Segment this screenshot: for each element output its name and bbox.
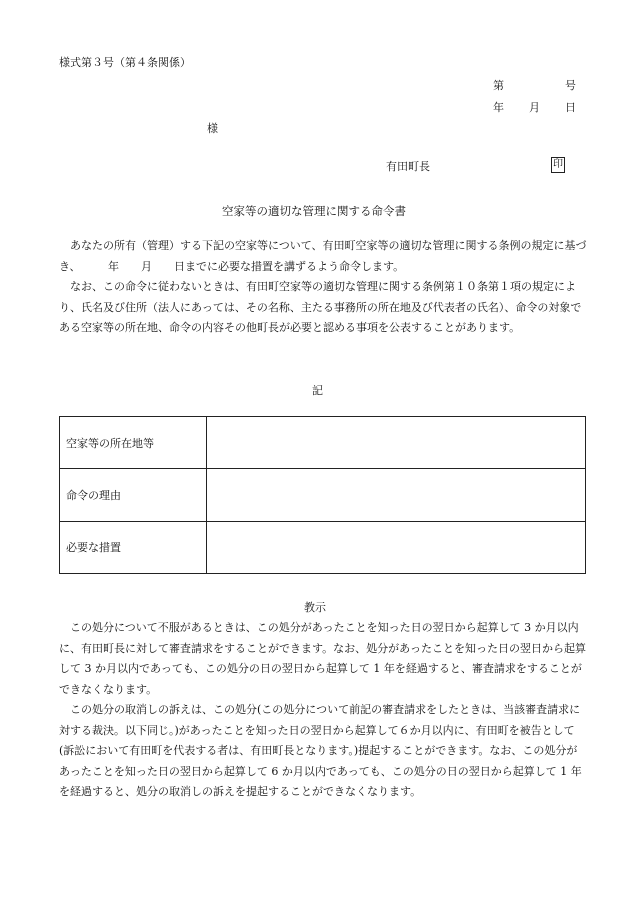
body-paragraph-2: なお、この命令に従わないときは、有田町空家等の適切な管理に関する条例第１０条第１項の規定により、氏名及び住所（法人にあっては、その名称、主たる事務所の所在地及び代表者の氏名）、命令の対象である空家等の所在地、命令の内容その他町長が必要と認める事項を公表することがあります。 xyxy=(59,280,582,334)
notice-paragraph-1: この処分について不服があるときは、この処分があったことを知った日の翌日から起算して 3 か月以内に、有田町長に対して審査請求をすることができます。なお、処分があったことを知った日の翌日から起算して 3 か月以内であっても、この処分の日の翌日から起算して 1 年を経過すると、審査請求をすることができなくなります。 xyxy=(59,621,587,696)
notice-text xyxy=(59,618,587,803)
body-paragraph-1: あなたの所有（管理）する下記の空家等について、有田町空家等の適切な管理に関する条例の規定に基づき、 年 月 日までに必要な措置を講ずるよう命令します。 xyxy=(59,239,587,273)
table-label: 命令の理由 xyxy=(60,469,207,521)
table-row xyxy=(60,417,586,469)
date-year: 年 xyxy=(493,101,504,114)
date-month: 月 xyxy=(529,101,540,114)
doc-number-go: 号 xyxy=(565,79,576,92)
notice-heading: 教示 xyxy=(304,601,326,614)
table-label: 必要な措置 xyxy=(60,521,207,573)
table-label: 空家等の所在地等 xyxy=(60,417,207,469)
table-value xyxy=(207,521,586,573)
table-row xyxy=(60,469,586,521)
ki-heading: 記 xyxy=(312,384,323,397)
seal-mark: 印 xyxy=(551,157,565,173)
doc-number-dai: 第 xyxy=(493,79,504,92)
form-label: 様式第３号（第４条関係） xyxy=(59,56,191,69)
table-value xyxy=(207,469,586,521)
notice-paragraph-2: この処分の取消しの訴えは、この処分(この処分について前記の審査請求をしたときは、当該審査請求に対する裁決。以下同じ。)があったことを知った日の翌日から起算して６か月以内に、有田町を被告として(訴訟において有田町を代表する者は、有田町長となります。)提起することができます。なお、この処分があったことを知った日の翌日から起算して 6 か月以内であっても、この処分の日の翌日から起算して 1 年を経過すると、処分の取消しの訴えを提起することができなくなります。 xyxy=(59,703,582,798)
sender-name: 有田町長 xyxy=(386,160,430,173)
date-day: 日 xyxy=(565,101,576,114)
addressee-suffix: 様 xyxy=(207,122,218,135)
body-text xyxy=(59,236,587,339)
document-title: 空家等の適切な管理に関する命令書 xyxy=(222,204,406,218)
details-table xyxy=(59,416,586,574)
table-row xyxy=(60,521,586,573)
table-value xyxy=(207,417,586,469)
